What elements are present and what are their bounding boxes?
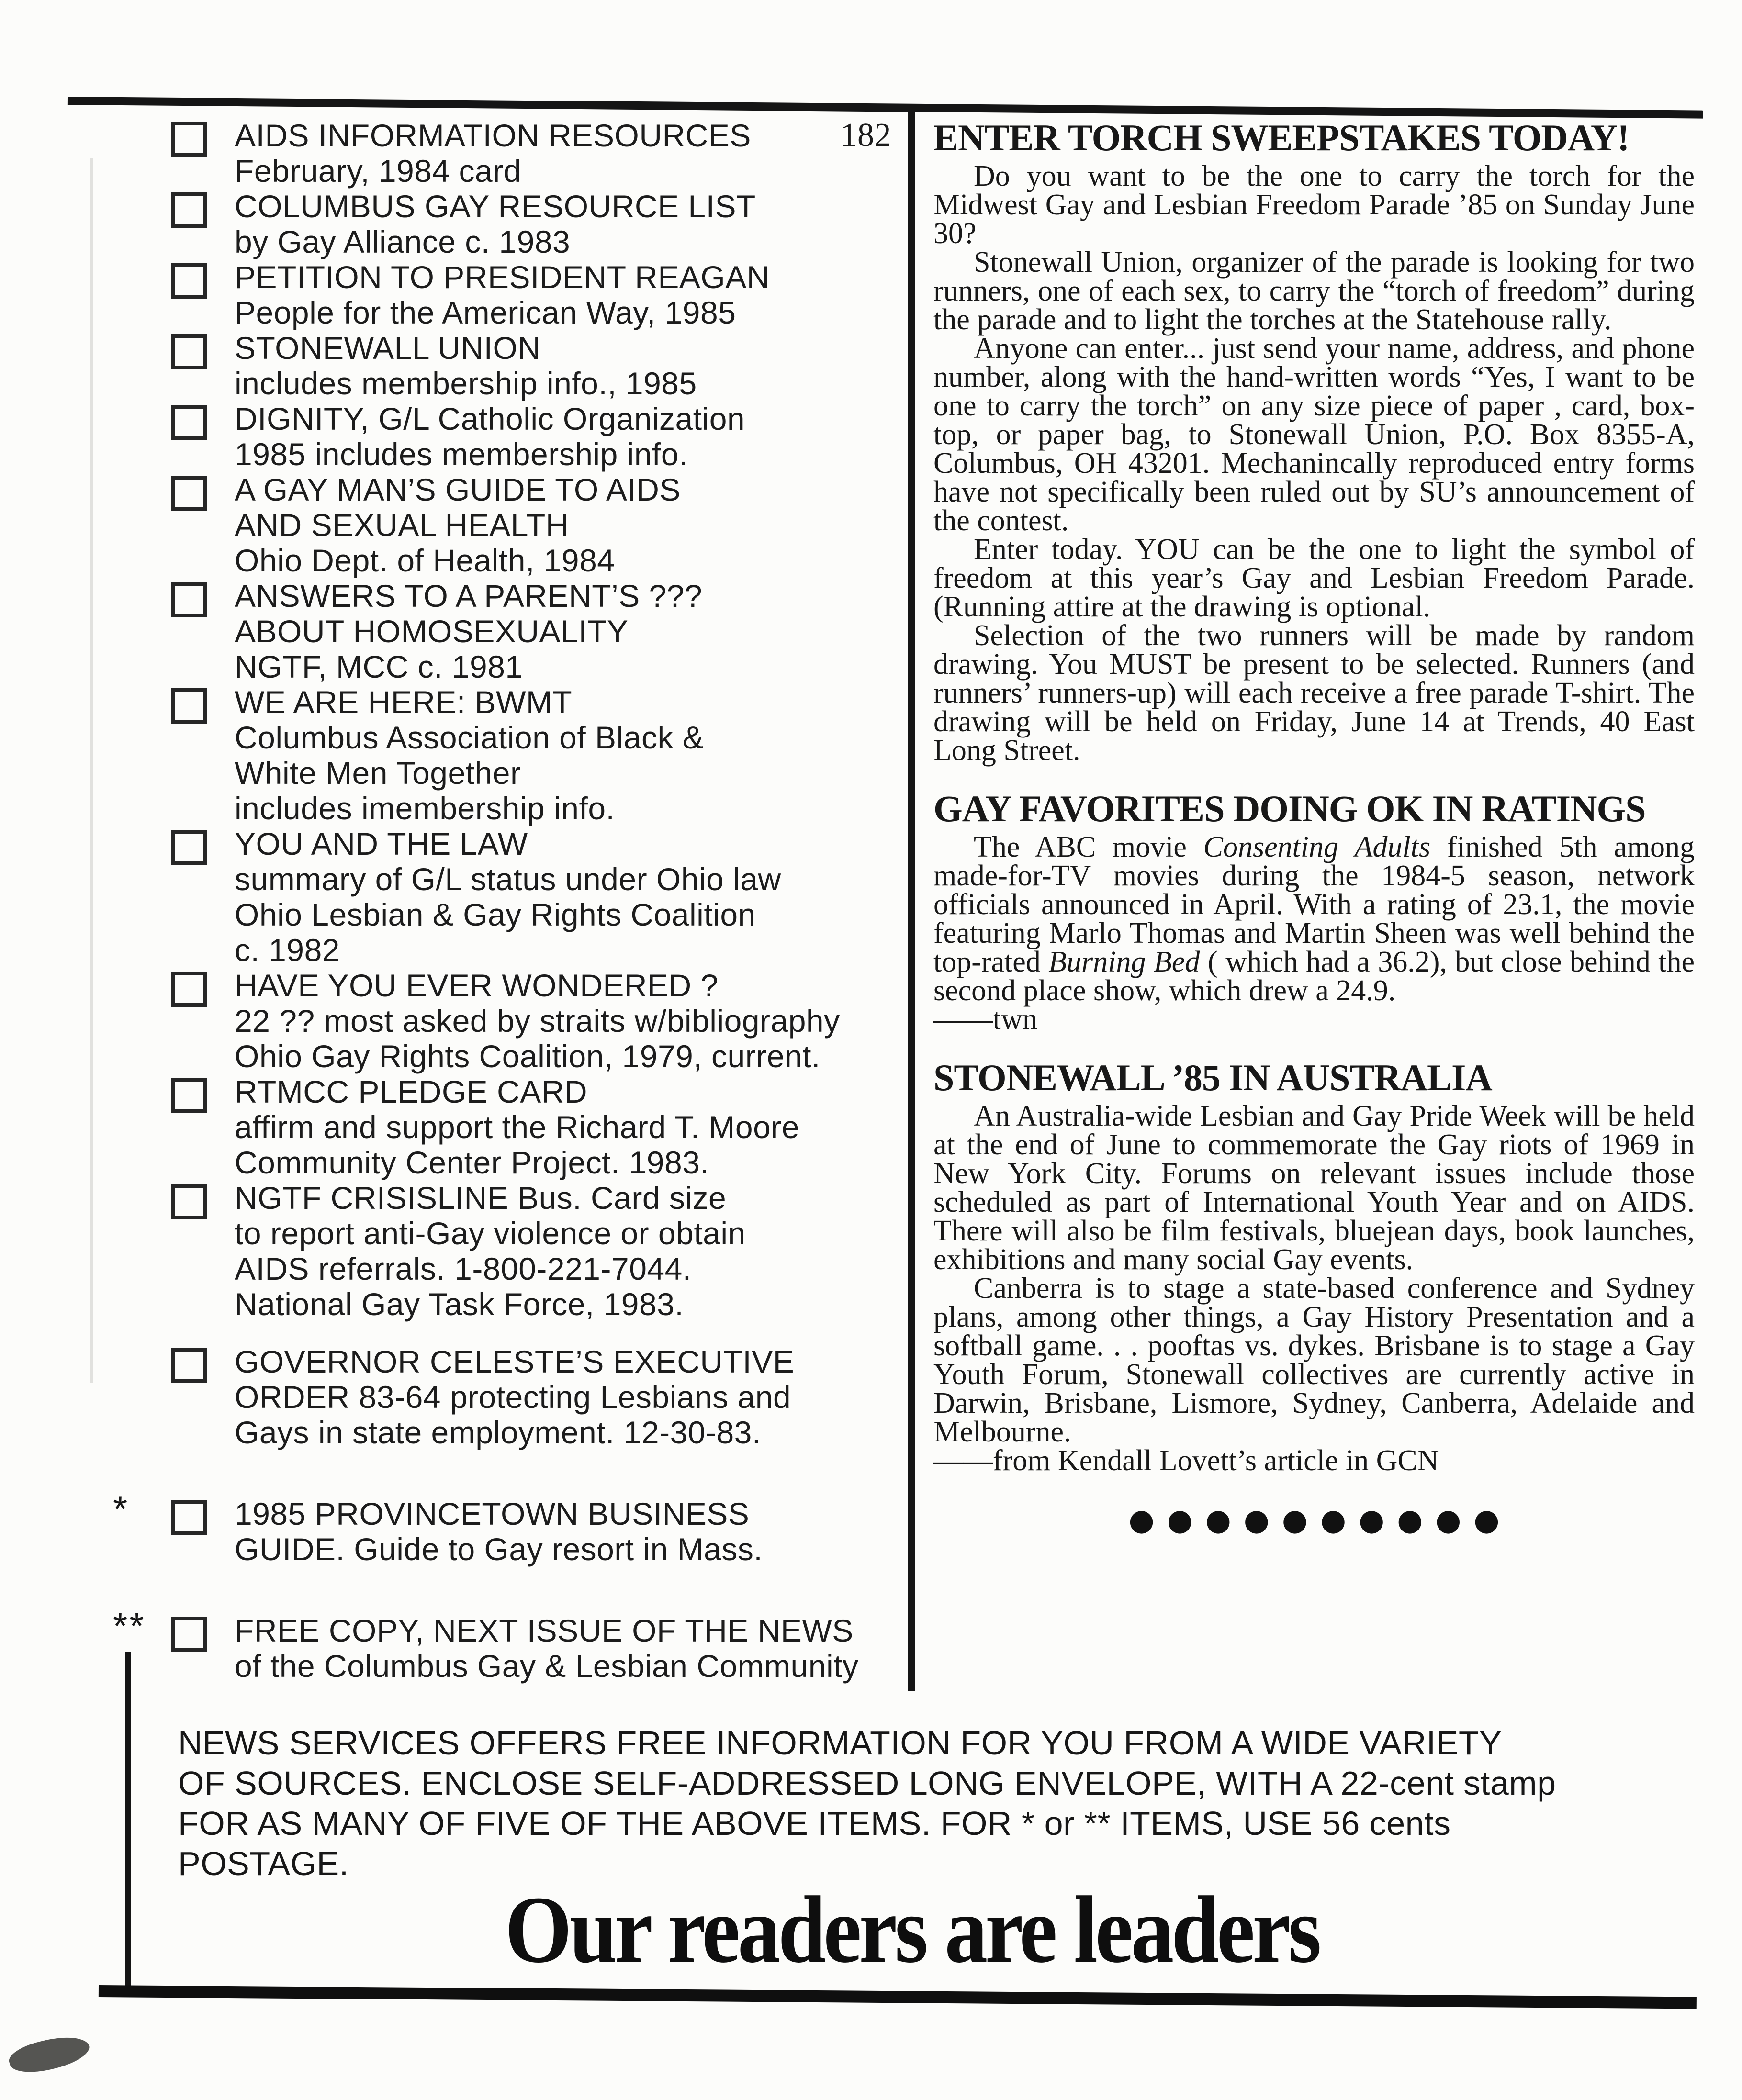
footer-notice [178, 1723, 1720, 1884]
item-line: to report anti-Gay violence or obtain [235, 1216, 746, 1251]
footer-box-left-border [125, 1652, 131, 1993]
checkbox[interactable] [171, 1348, 207, 1383]
item-line: Ohio Gay Rights Coalition, 1979, current. [235, 1039, 820, 1074]
checklist-item [113, 1488, 905, 1567]
item-line: RTMCC PLEDGE CARD [235, 1074, 588, 1109]
text-segment: Canberra is to stage a state-based conference and Sydney plans, among other things, a Gay History Presentation and a softball game. . . pooftas vs. dykes. Brisbane is to stage a Gay Youth Forum, Stonewall collectives are currently active in Darwin, Brisbane, Lismore, Sydney, Canberra, Adelaide and Melbourne. [933, 1272, 1695, 1448]
item-line: 22 ?? most asked by straits w/bibliography [235, 1003, 840, 1039]
column-divider [908, 107, 915, 1691]
articles-list [933, 119, 1695, 1475]
checklist-item [171, 826, 905, 968]
article-paragraph [933, 1274, 1695, 1446]
item-line: ORDER 83-64 protecting Lesbians and [235, 1379, 791, 1415]
checkbox[interactable] [171, 582, 207, 617]
item-line: GOVERNOR CELESTE’S EXECUTIVE [235, 1344, 795, 1379]
scan-smudge-corner [6, 2030, 92, 2078]
notice-line: OF SOURCES. ENCLOSE SELF-ADDRESSED LONG ENVELOPE, WITH A 22-cent stamp [178, 1765, 1556, 1802]
checklist-item [171, 118, 905, 189]
item-line: 1985 PROVINCETOWN BUSINESS [235, 1496, 750, 1531]
item-line: includes imembership info. [235, 791, 615, 826]
item-line: c. 1982 [235, 932, 340, 968]
checklist-item [113, 1605, 905, 1684]
checkbox[interactable] [171, 1078, 207, 1113]
text-segment: Do you want to be the one to carry the torch for the Midwest Gay and Lesbian Freedom Parade ’85 on Sunday June 30? [933, 160, 1695, 250]
item-line: WE ARE HERE: BWMT [235, 684, 573, 720]
article-paragraph [933, 162, 1695, 248]
article [933, 790, 1695, 1034]
item-line: A GAY MAN’S GUIDE TO AIDS [235, 472, 681, 507]
checklist-item [171, 401, 905, 472]
checkbox[interactable] [171, 476, 207, 511]
checklist-item [171, 472, 905, 578]
checklist [113, 117, 905, 1684]
text-segment: An Australia-wide Lesbian and Gay Pride Week will be held at the end of June to commemorate the Gay riots of 1969 in New York City. Forums on relevant issues include those scheduled as part of International Youth Year and on AIDS. There will also be film festivals, bluejean days, book launches, exhibitions and many social Gay events. [933, 1100, 1695, 1276]
text-segment: Enter today. YOU can be the one to light the symbol of freedom at this year’s Gay and Lesbian Freedom Parade. (Running attire at the drawing is optional. [933, 533, 1695, 623]
item-line: Columbus Association of Black & [235, 720, 704, 755]
text-segment: The ABC movie [974, 831, 1203, 863]
checklist-item [171, 1344, 905, 1450]
checkbox[interactable] [171, 1617, 207, 1652]
item-line: AIDS referrals. 1-800-221-7044. [235, 1251, 692, 1286]
checkbox[interactable] [171, 405, 207, 440]
item-line: summary of G/L status under Ohio law [235, 861, 781, 897]
item-line: AND SEXUAL HEALTH [235, 507, 569, 543]
item-line: Ohio Dept. of Health, 1984 [235, 543, 615, 578]
checklist-item [171, 578, 905, 684]
text-segment: ——twn [933, 1003, 1037, 1036]
item-line: DIGNITY, G/L Catholic Organization [235, 401, 745, 436]
item-line: ANSWERS TO A PARENT’S ??? [235, 578, 703, 614]
article [933, 1059, 1695, 1475]
item-line: Ohio Lesbian & Gay Rights Coalition [235, 897, 756, 932]
item-star-marker: * [113, 1488, 130, 1530]
item-line: National Gay Task Force, 1983. [235, 1286, 684, 1322]
item-line: NGTF, MCC c. 1981 [235, 649, 523, 684]
item-line: NGTF CRISISLINE Bus. Card size [235, 1180, 727, 1216]
article [933, 119, 1695, 765]
article-paragraph [933, 1446, 1695, 1475]
article-heading: STONEWALL ’85 IN AUSTRALIA [933, 1057, 1492, 1098]
checklist-item [171, 1180, 905, 1322]
checkbox[interactable] [171, 1500, 207, 1535]
checkbox[interactable] [171, 688, 207, 724]
dots-separator: ●●●●●●●●●● [1128, 1502, 1512, 1537]
article-paragraph [933, 535, 1695, 621]
checklist-item [171, 259, 905, 330]
item-line: 1985 includes membership info. [235, 436, 688, 472]
notice-line: POSTAGE. [178, 1845, 349, 1882]
item-line: YOU AND THE LAW [235, 826, 528, 861]
checklist-item [171, 1074, 905, 1180]
article-heading: GAY FAVORITES DOING OK IN RATINGS [933, 788, 1646, 829]
scan-smudge-vertical [90, 158, 93, 1383]
item-line: COLUMBUS GAY RESOURCE LIST [235, 189, 756, 224]
italic-title: Burning Bed [1048, 946, 1200, 978]
text-segment: Anyone can enter... just send your name, address, and phone number, along with the hand-written words “Yes, I want to be one to carry the torch” on any size piece of paper , card, box-top, or paper bag, to Stonewall Union, P.O. Box 8355-A, Columbus, OH 43201. Mechanincally reproduced entry forms have not specifically been ruled out by SU’s announcement of the contest. [933, 332, 1695, 537]
article-paragraph [933, 621, 1695, 765]
item-line: AIDS INFORMATION RESOURCES [235, 118, 751, 153]
text-segment: ( which had a 36.2), but close behind the second place show, which drew a 24.9. [933, 946, 1695, 1007]
item-line: Gays in state employment. 12-30-83. [235, 1415, 761, 1450]
italic-title: Consenting Adults [1203, 831, 1431, 863]
article-paragraph [933, 248, 1695, 334]
checkbox[interactable] [171, 972, 207, 1007]
text-segment: finished 5th among made-for-TV movies during the 1984-5 season, network officials announced in April. With a rating of 23.1, the movie featuring Marlo Thomas and Martin Sheen was well behind the top-rated [933, 831, 1695, 978]
text-segment: Stonewall Union, organizer of the parade is looking for two runners, one of each sex, to carry the “torch of freedom” during the parade and to light the torches at the Statehouse rally. [933, 246, 1695, 336]
notice-line: NEWS SERVICES OFFERS FREE INFORMATION FOR YOU FROM A WIDE VARIETY [178, 1724, 1502, 1762]
item-line: ABOUT HOMOSEXUALITY [235, 614, 629, 649]
item-line: Community Center Project. 1983. [235, 1145, 709, 1180]
item-line: GUIDE. Guide to Gay resort in Mass. [235, 1531, 763, 1567]
checklist-item [171, 330, 905, 401]
slogan: Our readers are leaders [505, 1877, 1319, 1983]
item-line: includes membership info., 1985 [235, 366, 697, 401]
text-segment: ——from Kendall Lovett’s article in GCN [933, 1444, 1439, 1477]
item-line: People for the American Way, 1985 [235, 295, 736, 330]
checklist-item [171, 684, 905, 826]
article-paragraph [933, 833, 1695, 1005]
page-number-badge: 182 [840, 117, 891, 154]
item-line: of the Columbus Gay & Lesbian Community [235, 1648, 859, 1684]
checkbox[interactable] [171, 1184, 207, 1219]
checklist-item [171, 189, 905, 259]
articles-column [933, 117, 1695, 1537]
checkbox[interactable] [171, 263, 207, 299]
item-line: White Men Together [235, 755, 521, 791]
article-heading: ENTER TORCH SWEEPSTAKES TODAY! [933, 117, 1630, 158]
article-paragraph [933, 334, 1695, 535]
notice-line: FOR AS MANY OF FIVE OF THE ABOVE ITEMS. FOR * or ** ITEMS, USE 56 cents [178, 1805, 1451, 1842]
item-line: FREE COPY, NEXT ISSUE OF THE NEWS [235, 1613, 854, 1648]
item-line: affirm and support the Richard T. Moore [235, 1109, 799, 1145]
article-paragraph [933, 1102, 1695, 1274]
checkbox[interactable] [171, 334, 207, 369]
text-segment: Selection of the two runners will be made by random drawing. You MUST be present to be selected. Runners (and runners’ runners-up) will each receive a free parade T-shirt. The drawing will be held on Friday, June 14 at Trends, 40 East Long Street. [933, 619, 1695, 767]
item-line: PETITION TO PRESIDENT REAGAN [235, 259, 770, 295]
bottom-rule [99, 1985, 1697, 2009]
item-line: HAVE YOU EVER WONDERED ? [235, 968, 719, 1003]
item-line: STONEWALL UNION [235, 330, 541, 366]
checkbox[interactable] [171, 122, 207, 157]
checklist-item [171, 968, 905, 1074]
top-rule [68, 97, 1703, 119]
item-line: by Gay Alliance c. 1983 [235, 224, 571, 259]
item-line: February, 1984 card [235, 153, 521, 189]
article-paragraph [933, 1005, 1695, 1034]
checkbox[interactable] [171, 830, 207, 865]
item-star-marker: ** [113, 1605, 146, 1647]
checkbox[interactable] [171, 192, 207, 228]
